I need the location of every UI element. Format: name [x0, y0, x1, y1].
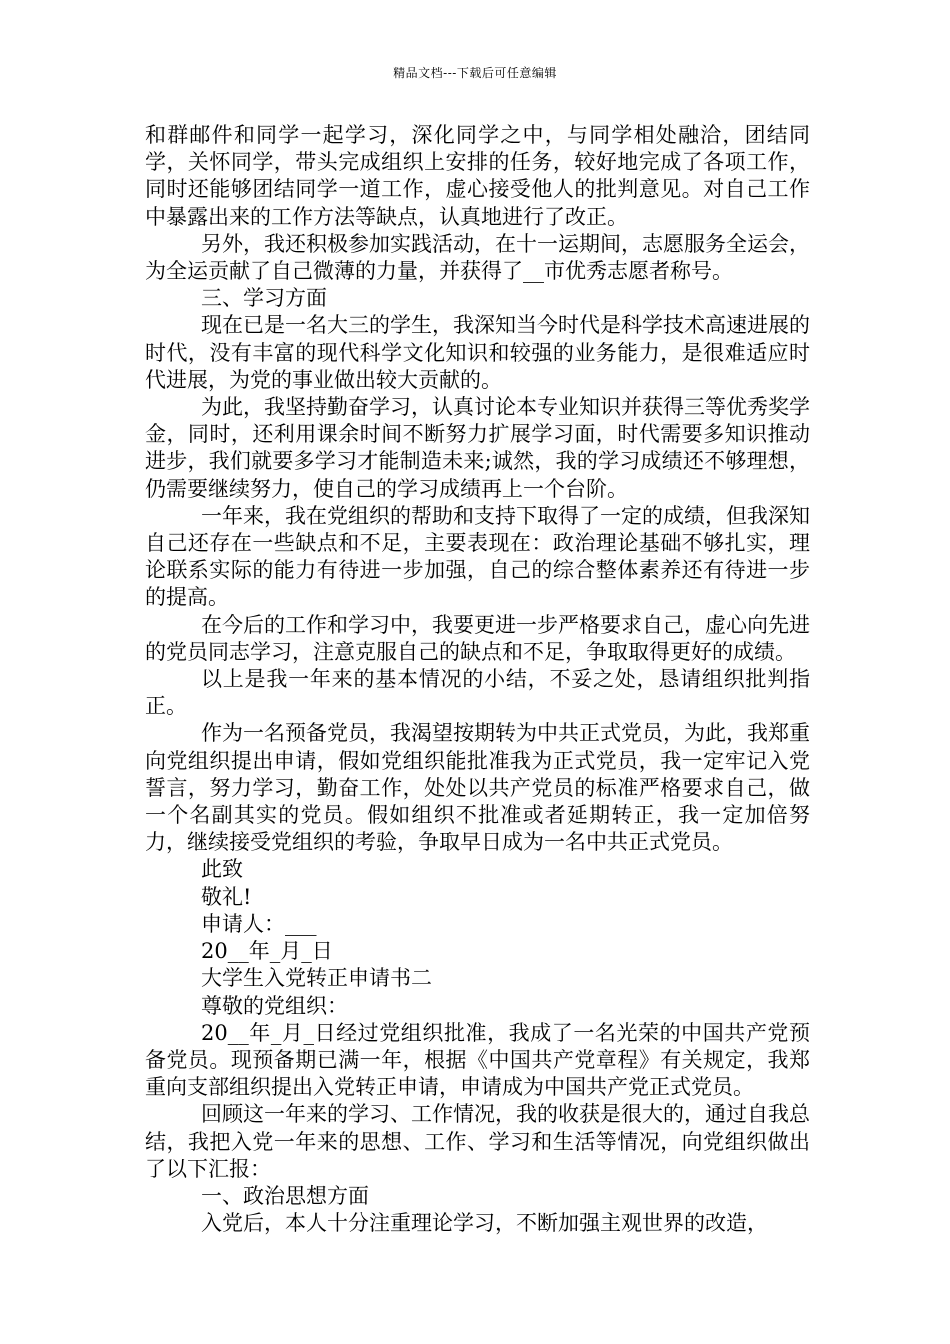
paragraph-application: 作为一名预备党员，我渴望按期转为中共正式党员，为此，我郑重向党组织提出申请，假如党组织能批准我为正式党员，我一定牢记入党誓言，努力学习，勤奋工作，处处以共产党员的标准严格要求自己，做一个名副其实的党员。假如组织不批准或者延期转正，我一定加倍努力，继续接受党组织的考验，争取早日成为一名中共正式党员。 — [145, 721, 810, 855]
paragraph-politics-start: 入党后，本人十分注重理论学习，不断加强主观世界的改造， — [201, 1211, 768, 1236]
closing-salutation: 此致 — [201, 857, 243, 882]
document-body — [145, 122, 810, 1237]
paragraph-volunteer: 另外，我还积极参加实践活动，在十一运期间，志愿服务全运会，为全运贡献了自己微薄的力量，并获得了__市优秀志愿者称号。 — [145, 231, 810, 284]
date-line: 20__年_月_日 — [201, 939, 333, 964]
page-header-watermark: 精品文档---下载后可任意编辑 — [393, 66, 557, 80]
paragraph-shortcomings: 一年来，我在党组织的帮助和支持下取得了一定的成绩，但我深知自己还存在一些缺点和不足，主要表现在：政治理论基础不够扎实，理论联系实际的能力有待进一步加强，自己的综合整体素养还有待进一步的提高。 — [145, 503, 810, 610]
closing-respect: 敬礼! — [201, 884, 252, 909]
section-heading-politics: 一、政治思想方面 — [201, 1183, 369, 1208]
paragraph-future: 在今后的工作和学习中，我要更进一步严格要求自己，虚心向先进的党员同志学习，注意克服自己的缺点和不足，争取取得更好的成绩。 — [145, 612, 810, 664]
paragraph-study-effort: 为此，我坚持勤奋学习，认真讨论本专业知识并获得三等优秀奖学金，同时，还利用课余时间不断努力扩展学习面，时代需要多知识推动进步，我们就要多学习才能制造未来;诚然，我的学习成绩还不够理想，仍需要继续努力，使自己的学习成绩再上一个台阶。 — [145, 395, 810, 501]
paragraph-approval: 20__年_月_日经过党组织批准，我成了一名光荣的中国共产党预备党员。现预备期已满一年，根据《中国共产党章程》有关规定，我郑重向支部组织提出入党转正申请，申请成为中国共产党正式党员。 — [145, 1020, 810, 1100]
section-heading-study: 三、学习方面 — [201, 286, 327, 311]
applicant-signature-line: 申请人：___ — [201, 911, 317, 936]
paragraph-review: 回顾这一年来的学习、工作情况，我的收获是很大的，通过自我总结，我把入党一年来的思想、工作、学习和生活等情况，向党组织做出了以下汇报： — [145, 1102, 810, 1181]
paragraph-continuation: 和群邮件和同学一起学习，深化同学之中，与同学相处融洽，团结同学，关怀同学，带头完成组织上安排的任务，较好地完成了各项工作，同时还能够团结同学一道工作，虚心接受他人的批判意见。对自己工作中暴露出来的工作方法等缺点，认真地进行了改正。 — [145, 123, 810, 229]
paragraph-study-intro: 现在已是一名大三的学生，我深知当今时代是科学技术高速进展的时代，没有丰富的现代科学文化知识和较强的业务能力，是很难适应时代进展，为党的事业做出较大贡献的。 — [145, 313, 810, 392]
greeting-line: 尊敬的党组织： — [201, 993, 348, 1018]
document-title-two: 大学生入党转正申请书二 — [201, 966, 432, 991]
paragraph-summary: 以上是我一年来的基本情况的小结，不妥之处，恳请组织批判指正。 — [145, 667, 810, 719]
